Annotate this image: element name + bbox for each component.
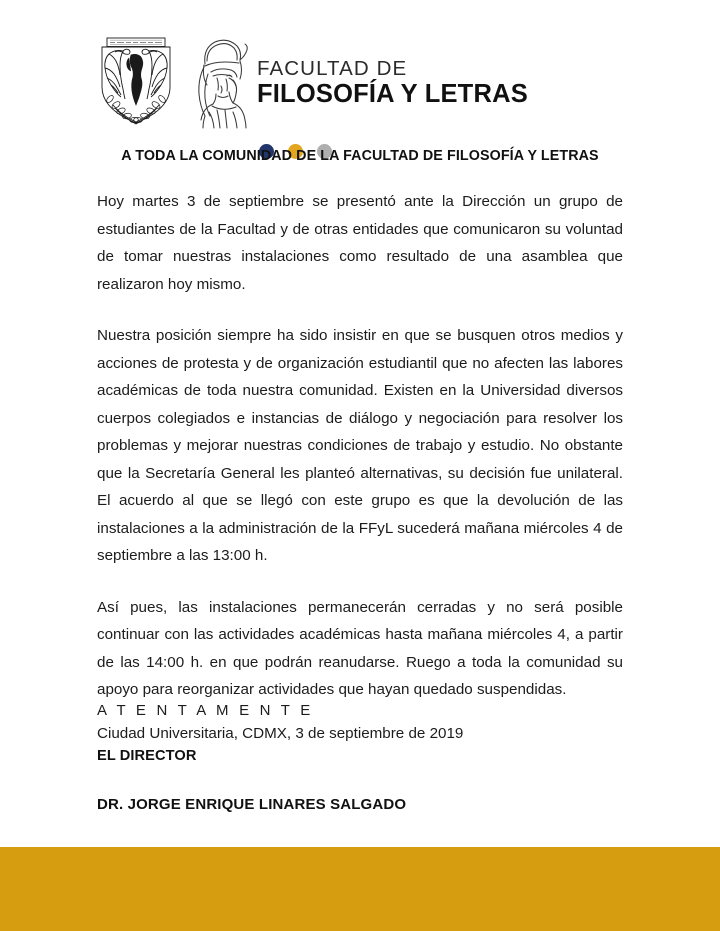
document-body [97, 188, 623, 726]
paragraph-3: Así pues, las instalaciones permanecerán cerradas y no será posible continuar con las actividades académicas hasta mañana miércoles 4, a partir de las 14:00 h. en que podrán reanudarse. Ruego a toda la comunidad su apoyo para reorganizar actividades que hayan quedado suspendidas. [97, 598, 623, 698]
letterhead [0, 30, 720, 138]
footer-gold-band [0, 847, 720, 931]
signature-name: DR. JORGE ENRIQUE LINARES SALGADO [97, 796, 407, 813]
signature-block [97, 699, 623, 816]
signature-role: EL DIRECTOR [97, 748, 197, 764]
paragraph-1: Hoy martes 3 de septiembre se presentó ante la Dirección un grupo de estudiantes de la Facultad y de otras entidades que comunicaron su voluntad de tomar nuestras instalaciones como resultado de una asamblea que realizaron hoy mismo. [97, 193, 623, 293]
wordmark-line-faculty: FACULTAD DE [257, 57, 408, 80]
page-title: A TODA LA COMUNIDAD DE LA FACULTAD DE FILOSOFÍA Y LETRAS [121, 148, 599, 164]
signature-closing: A T E N T A M E N T E [97, 702, 314, 719]
wordmark-line-filosofia-letras: FILOSOFÍA Y LETRAS [257, 79, 528, 108]
signature-place-date: Ciudad Universitaria, CDMX, 3 de septiembre de 2019 [97, 725, 464, 742]
paragraph-2: Nuestra posición siempre ha sido insistir en que se busquen otros medios y acciones de protesta y de organización estudiantil que no afecten las labores académicas de toda nuestra comunidad. Existen en la Universidad diversos cuerpos colegiados e instancias de diálogo y negociación para resolver los problemas y mejorar nuestras condiciones de trabajo y estudio. No obstante que la Secretaría General les planteó alternativas, su decisión fue unilateral. El acuerdo al que se llegó con este grupo es que la devolución de las instalaciones a la administración de la FFyL sucederá mañana miércoles 4 de septiembre a las 13:00 h. [97, 327, 623, 564]
unam-shield-icon [93, 35, 179, 130]
minerva-helmet-icon [183, 34, 253, 130]
faculty-wordmark [257, 58, 557, 108]
